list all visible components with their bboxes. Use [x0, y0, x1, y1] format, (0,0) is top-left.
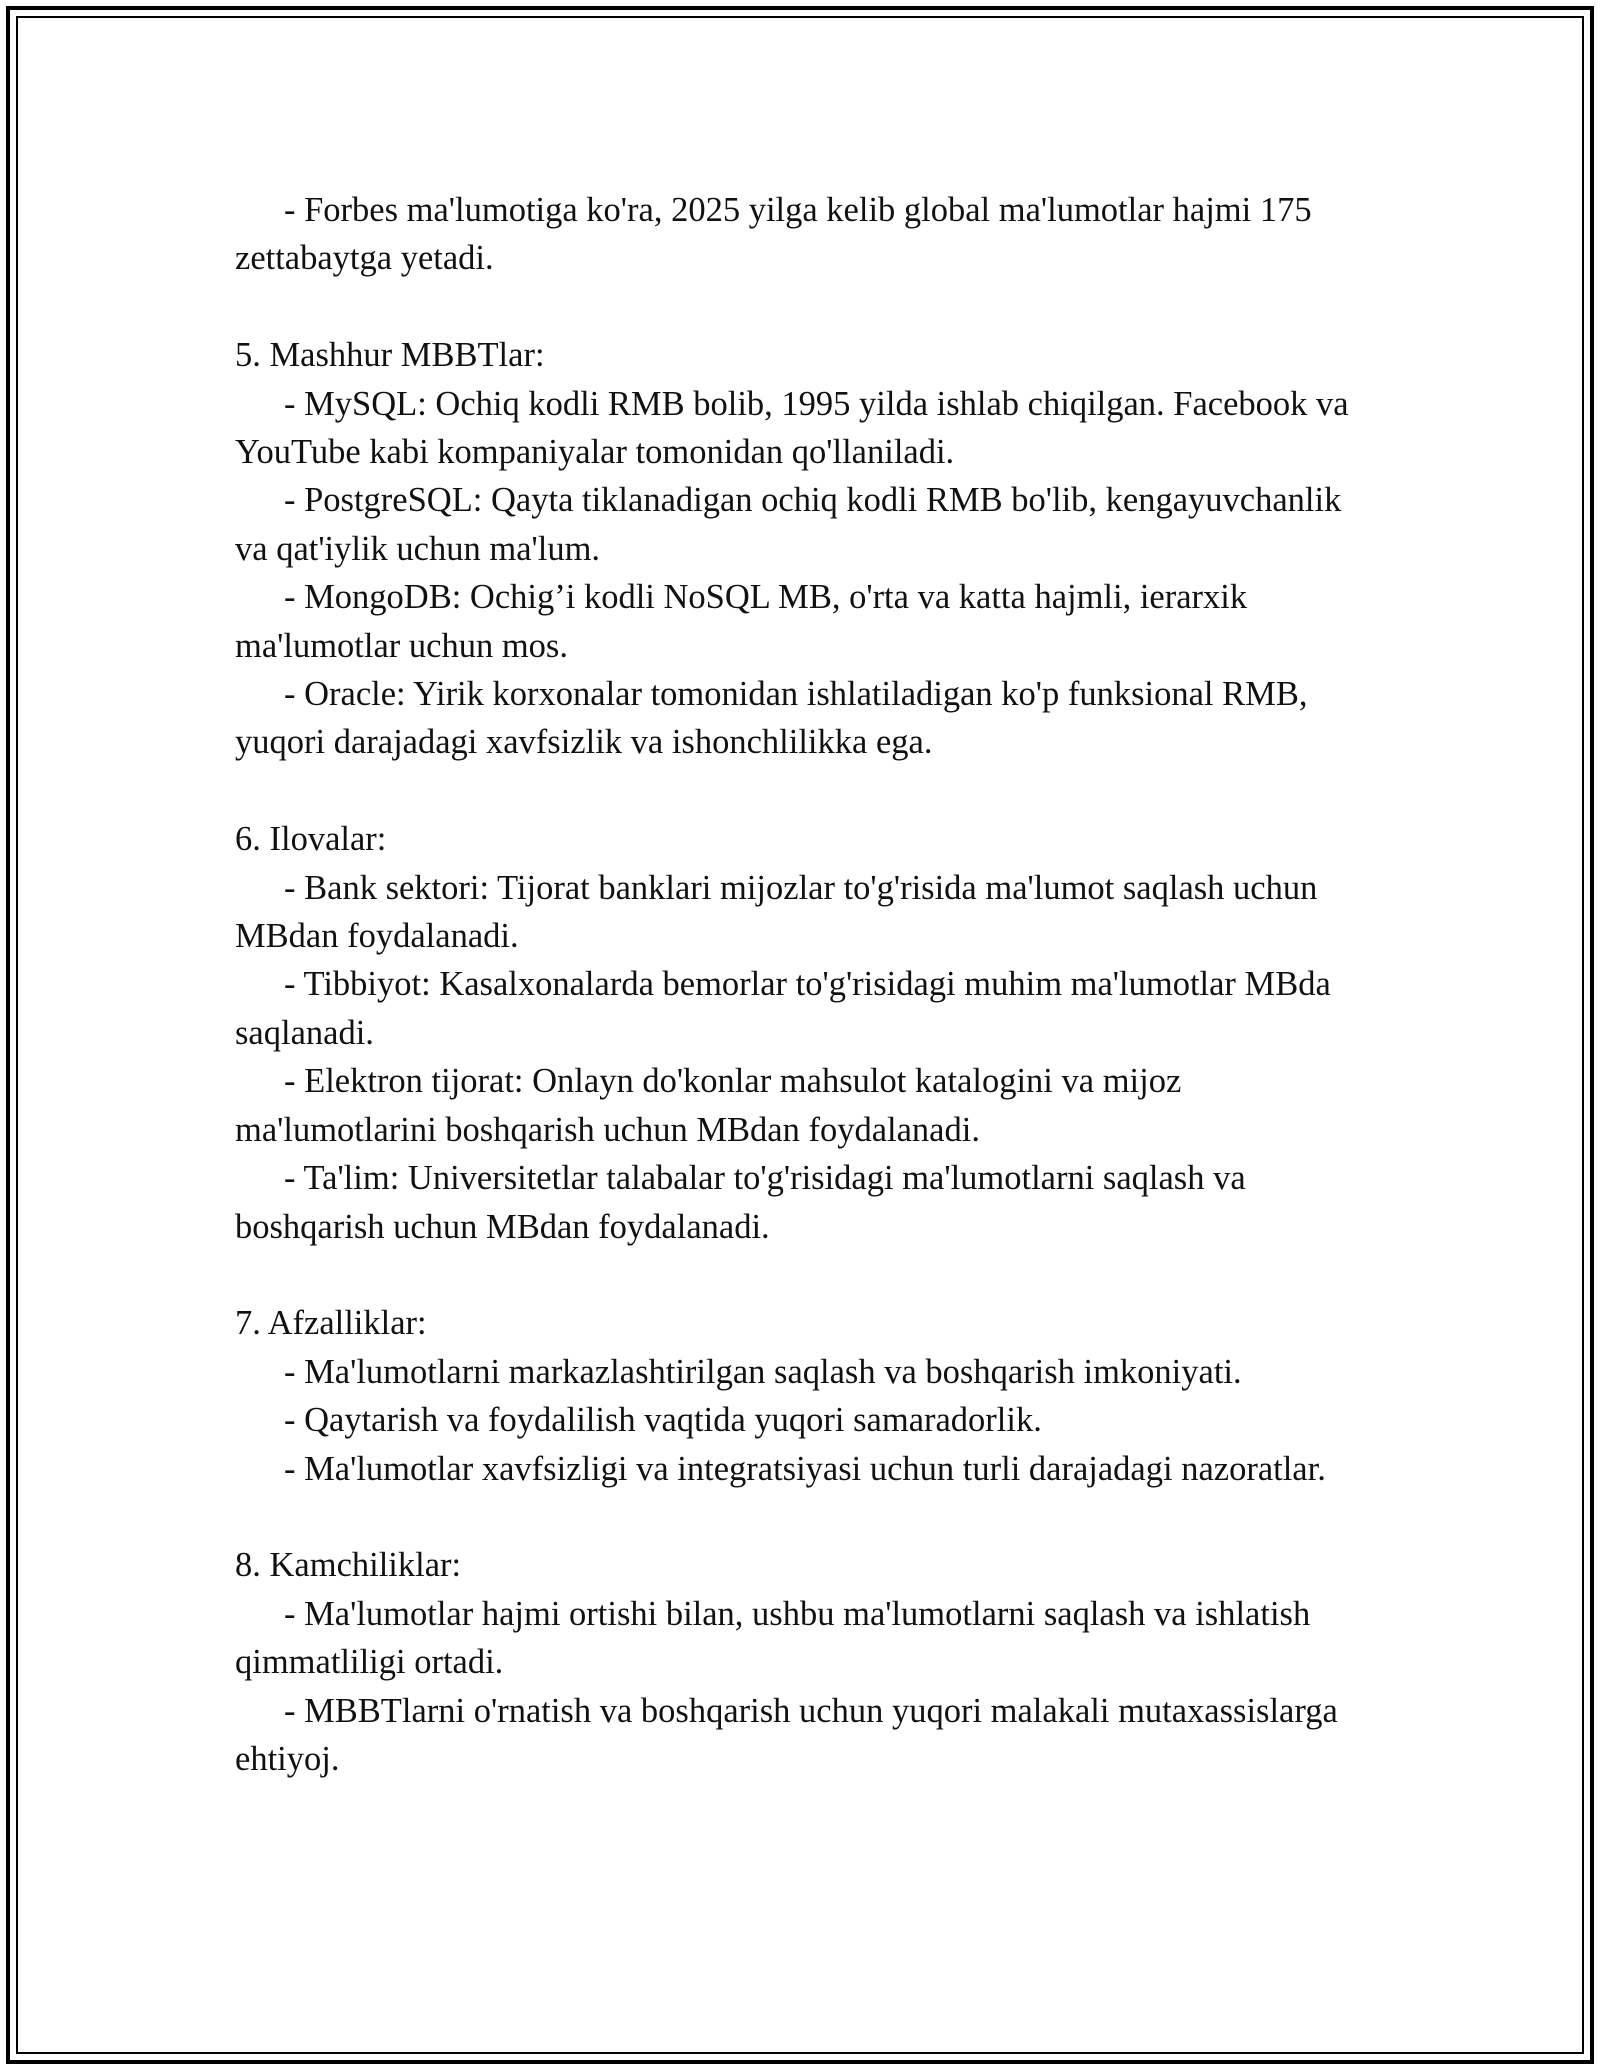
section-6-item-ecommerce: - Elektron tijorat: Onlayn do'konlar mahsulot katalogini va mijoz ma'lumotlarini boshqarish uchun MBdan foydalanadi.	[235, 1062, 1190, 1149]
section-7-heading: 7. Afzalliklar:	[235, 1304, 427, 1343]
section-8-item-cost: - Ma'lumotlar hajmi ortishi bilan, ushbu ma'lumotlarni saqlash va ishlatish qimmatliligi ortadi.	[235, 1594, 1319, 1682]
paragraph-gap	[235, 283, 1375, 331]
paragraph-gap	[235, 1493, 1375, 1541]
section-6-item-bank: - Bank sektori: Tijorat banklari mijozlar to'g'risida ma'lumot saqlash uchun MBdan foydalanadi.	[235, 868, 1326, 956]
section-6-heading: 6. Ilovalar:	[235, 820, 387, 859]
section-7-item-security: - Ma'lumotlar xavfsizligi va integratsiyasi uchun turli darajadagi nazoratlar.	[284, 1449, 1326, 1488]
paragraph-gap	[235, 767, 1375, 815]
section-5-item-postgresql: - PostgreSQL: Qayta tiklanadigan ochiq kodli RMB bo'lib, kengayuvchanlik va qat'iylik uchun ma'lum.	[235, 481, 1350, 568]
section-5-heading: 5. Mashhur MBBTlar:	[235, 336, 545, 375]
section-7-item-performance: - Qaytarish va foydalilish vaqtida yuqori samaradorlik.	[284, 1401, 1042, 1440]
section-5-item-mysql: - MySQL: Ochiq kodli RMB bolib, 1995 yilda ishlab chiqilgan. Facebook va YouTube kabi kompaniyalar tomonidan qo'llaniladi.	[235, 384, 1356, 472]
intro-forbes-item: - Forbes ma'lumotiga ko'ra, 2025 yilga kelib global ma'lumotlar hajmi 175 zettabaytga yetadi.	[235, 191, 1321, 278]
section-6-item-medicine: - Tibbiyot: Kasalxonalarda bemorlar to'g'risidagi muhim ma'lumotlar MBda saqlanadi.	[235, 965, 1340, 1052]
section-5-item-oracle: - Oracle: Yirik korxonalar tomonidan ishlatiladigan ko'p funksional RMB, yuqori darajadagi xavfsizlik va ishonchlilikka ega.	[235, 675, 1317, 762]
document-body	[235, 186, 1375, 1783]
section-6-item-education: - Ta'lim: Universitetlar talabalar to'g'risidagi ma'lumotlarni saqlash va boshqarish uchun MBdan foydalanadi.	[235, 1159, 1255, 1246]
section-8-heading: 8. Kamchiliklar:	[235, 1546, 462, 1585]
section-8-item-specialists: - MBBTlarni o'rnatish va boshqarish uchun yuqori malakali mutaxassislarga ehtiyoj.	[235, 1691, 1347, 1778]
section-5-item-mongodb: - MongoDB: Ochig’i kodli NoSQL MB, o'rta va katta hajmli, ierarxik ma'lumotlar uchun mos.	[235, 578, 1256, 665]
paragraph-gap	[235, 1251, 1375, 1299]
section-7-item-centralized: - Ma'lumotlarni markazlashtirilgan saqlash va boshqarish imkoniyati.	[284, 1352, 1242, 1391]
